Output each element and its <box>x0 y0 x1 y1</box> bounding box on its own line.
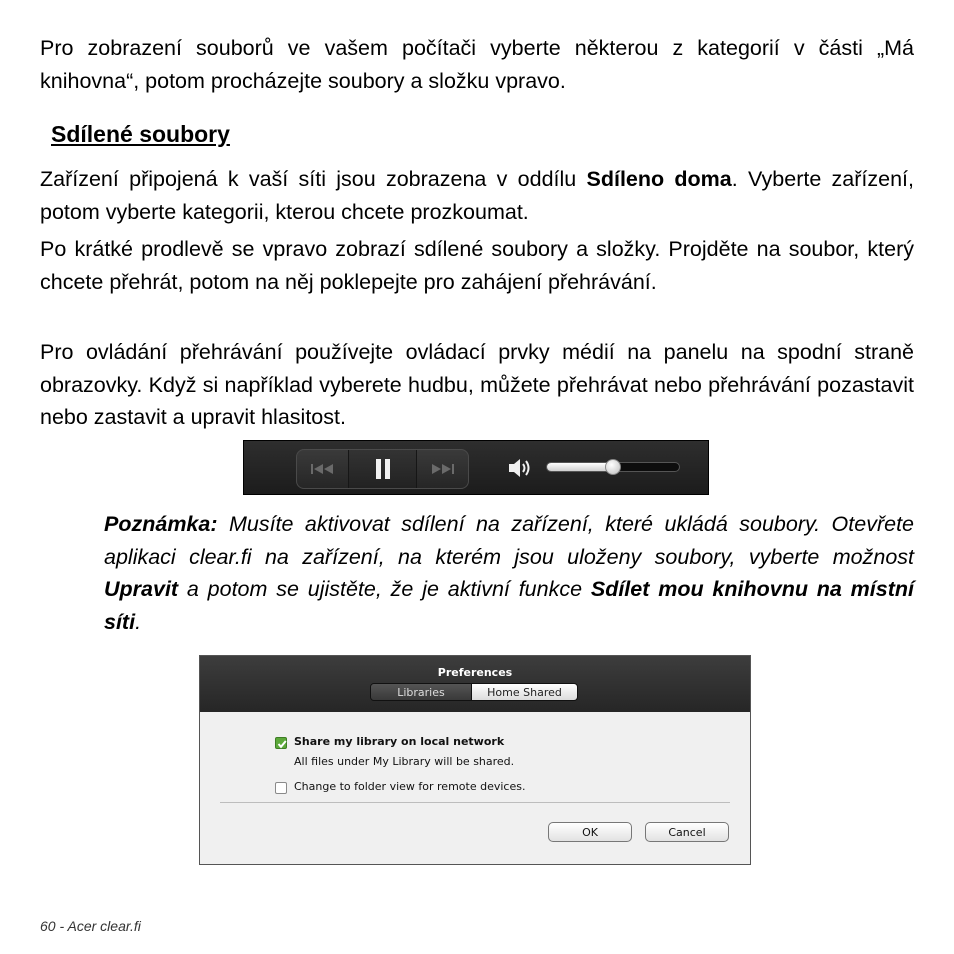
cancel-button[interactable]: Cancel <box>645 822 729 842</box>
volume-slider-knob[interactable] <box>605 459 621 475</box>
note-text-3: . <box>135 609 142 634</box>
share-library-description: All files under My Library will be shared. <box>294 755 515 768</box>
page-footer: 60 - Acer clear.fi <box>40 918 141 934</box>
pause-icon <box>375 458 391 480</box>
tab-libraries[interactable]: Libraries <box>371 684 472 700</box>
preferences-dialog <box>199 655 751 865</box>
tab-home-shared[interactable]: Home Shared <box>472 684 577 700</box>
previous-button[interactable] <box>297 450 349 488</box>
next-button[interactable] <box>417 450 468 488</box>
intro-paragraph: Pro zobrazení souborů ve vašem počítači vyberte některou z kategorií v části „Má knihovna“, potom procházejte soubory a složku vpravo. <box>40 36 914 93</box>
dialog-tab-bar <box>370 683 578 701</box>
folder-view-label: Change to folder view for remote devices. <box>294 780 526 793</box>
p1-bold-home-shared: Sdíleno doma <box>586 167 732 191</box>
dialog-title: Preferences <box>437 666 513 679</box>
dialog-header <box>200 656 750 712</box>
note-label: Poznámka: <box>104 512 218 536</box>
pause-button[interactable] <box>349 450 417 488</box>
previous-icon <box>310 463 336 475</box>
note-text-1: Musíte aktivovat sdílení na zařízení, které ukládá soubory. Otevřete aplikaci clear.fi na zařízení, na kterém jsou uloženy soubory, vyberte možnost <box>104 512 914 569</box>
volume-slider-fill <box>547 463 614 471</box>
paragraph-controls: Pro ovládání přehrávání používejte ovládací prvky médií na panelu na spodní straně obrazovky. Když si například vyberete hudbu, můžete přehrávat nebo přehrávání pozastavit nebo zastavit a upravit hlasitost. <box>40 340 914 429</box>
paragraph-devices <box>40 163 914 228</box>
note-paragraph <box>104 508 914 638</box>
folder-view-checkbox[interactable] <box>275 782 287 794</box>
playback-button-group <box>296 449 469 489</box>
p1-text-after: . Vyberte zařízení, potom vyberte kategorii, kterou chcete prozkoumat. <box>40 167 914 224</box>
paragraph-files: Po krátké prodlevě se vpravo zobrazí sdílené soubory a složky. Projděte na soubor, který chcete přehrát, potom na něj poklepejte pro zahájení přehrávání. <box>40 237 914 294</box>
note-bold-edit: Upravit <box>104 577 179 601</box>
note-text-2: a potom se ujistěte, že je aktivní funkce <box>178 577 591 601</box>
media-control-bar <box>243 440 709 495</box>
ok-button[interactable]: OK <box>548 822 632 842</box>
dialog-divider <box>220 802 730 803</box>
checkmark-icon <box>276 738 288 750</box>
next-icon <box>429 463 455 475</box>
volume-icon[interactable] <box>508 457 534 479</box>
note-bold-share-library: Sdílet mou knihovnu na místní síti <box>104 577 914 634</box>
share-library-label: Share my library on local network <box>294 735 505 748</box>
section-heading: Sdílené soubory <box>51 121 230 147</box>
share-library-checkbox[interactable] <box>275 737 287 749</box>
p1-text-before: Zařízení připojená k vaší síti jsou zobrazena v oddílu <box>40 167 587 191</box>
